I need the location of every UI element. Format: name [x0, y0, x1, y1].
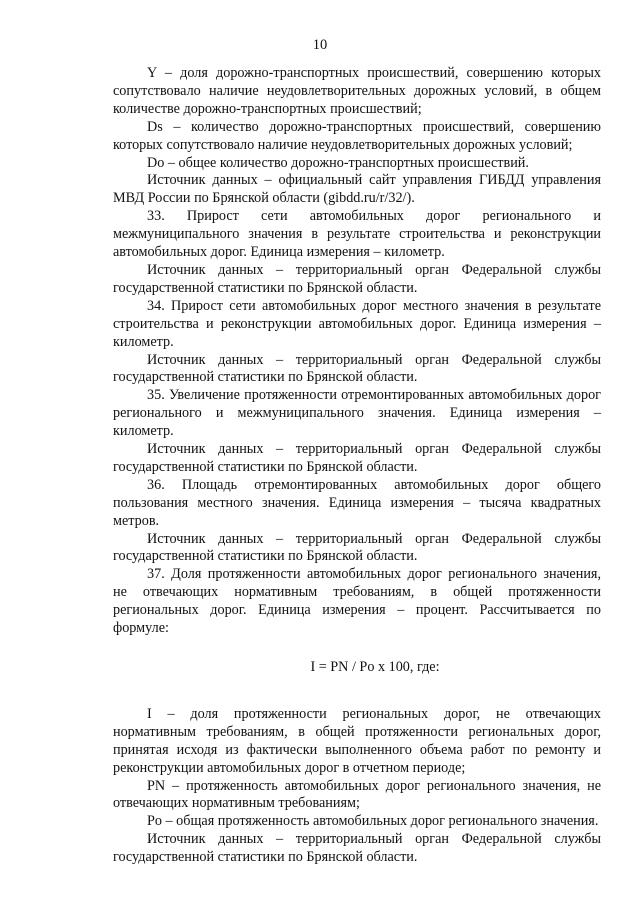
paragraph-i-definition: I – доля протяженности региональных дорог, не отвечающих нормативным требованиям, в общей протяженности региональных дорог, принятая исходя из фактически выполненного объема работ по ремонту и реконструкции автомобильных дорог в отчетном периоде;: [113, 705, 601, 776]
paragraph-data-source-35: Источник данных – территориальный орган Федеральной службы государственной статистики по Брянской области.: [113, 441, 601, 475]
paragraph-item-34: 34. Прирост сети автомобильных дорог местного значения в результате строительства и реконструкции автомобильных дорог. Единица измерения – километр.: [113, 297, 601, 350]
paragraph-do-definition: Do – общее количество дорожно-транспортных происшествий.: [147, 154, 529, 171]
paragraph-item-37: 37. Доля протяженности автомобильных дорог регионального значения, не отвечающих нормативным требованиям, в общей протяженности региональных дорог. Единица измерения – процент. Рассчитывается по формуле:: [113, 566, 601, 637]
formula: I = PN / Po x 100, где:: [310, 659, 440, 675]
paragraph-pn-definition: PN – протяженность автомобильных дорог регионального значения, не отвечающих нормативным требованиям;: [113, 777, 601, 812]
paragraph-data-source-33: Источник данных – территориальный орган Федеральной службы государственной статистики по Брянской области.: [113, 261, 601, 296]
document-body: [113, 65, 601, 867]
paragraph-data-source-34: Источник данных – территориальный орган Федеральной службы государственной статистики по Брянской области.: [113, 351, 601, 386]
paragraph-item-36: 36. Площадь отремонтированных автомобильных дорог общего пользования местного значения. Единица измерения – тысяча квадратных метров.: [113, 476, 601, 529]
paragraph-po-definition: Po – общая протяженность автомобильных дорог регионального значения.: [147, 813, 599, 830]
paragraph-data-source-36: Источник данных – территориальный орган Федеральной службы государственной статистики по Брянской области.: [113, 530, 601, 565]
paragraph-item-33: 33. Прирост сети автомобильных дорог регионального и межмуниципального значения в результате строительства и реконструкции автомобильных дорог. Единица измерения – километр.: [113, 208, 601, 261]
paragraph-y-definition: Y – доля дорожно-транспортных происшествий, совершению которых сопутствовало наличие неудовлетворительных дорожных условий, в общем количестве дорожно-транспортных происшествий;: [113, 65, 601, 117]
page-number: 10: [312, 37, 328, 53]
paragraph-data-source-37: Источник данных – территориальный орган Федеральной службы государственной статистики по Брянской области.: [113, 831, 601, 866]
paragraph-item-35: 35. Увеличение протяженности отремонтированных автомобильных дорог регионального и межмуниципального значения. Единица измерения – километр.: [113, 387, 601, 440]
paragraph-data-source-gibdd: Источник данных – официальный сайт управления ГИБДД управления МВД России по Брянской области (gibdd.ru/r/32/).: [113, 172, 601, 207]
paragraph-ds-definition: Ds – количество дорожно-транспортных происшествий, совершению которых сопутствовало наличие неудовлетворительных дорожных условий;: [113, 118, 601, 153]
